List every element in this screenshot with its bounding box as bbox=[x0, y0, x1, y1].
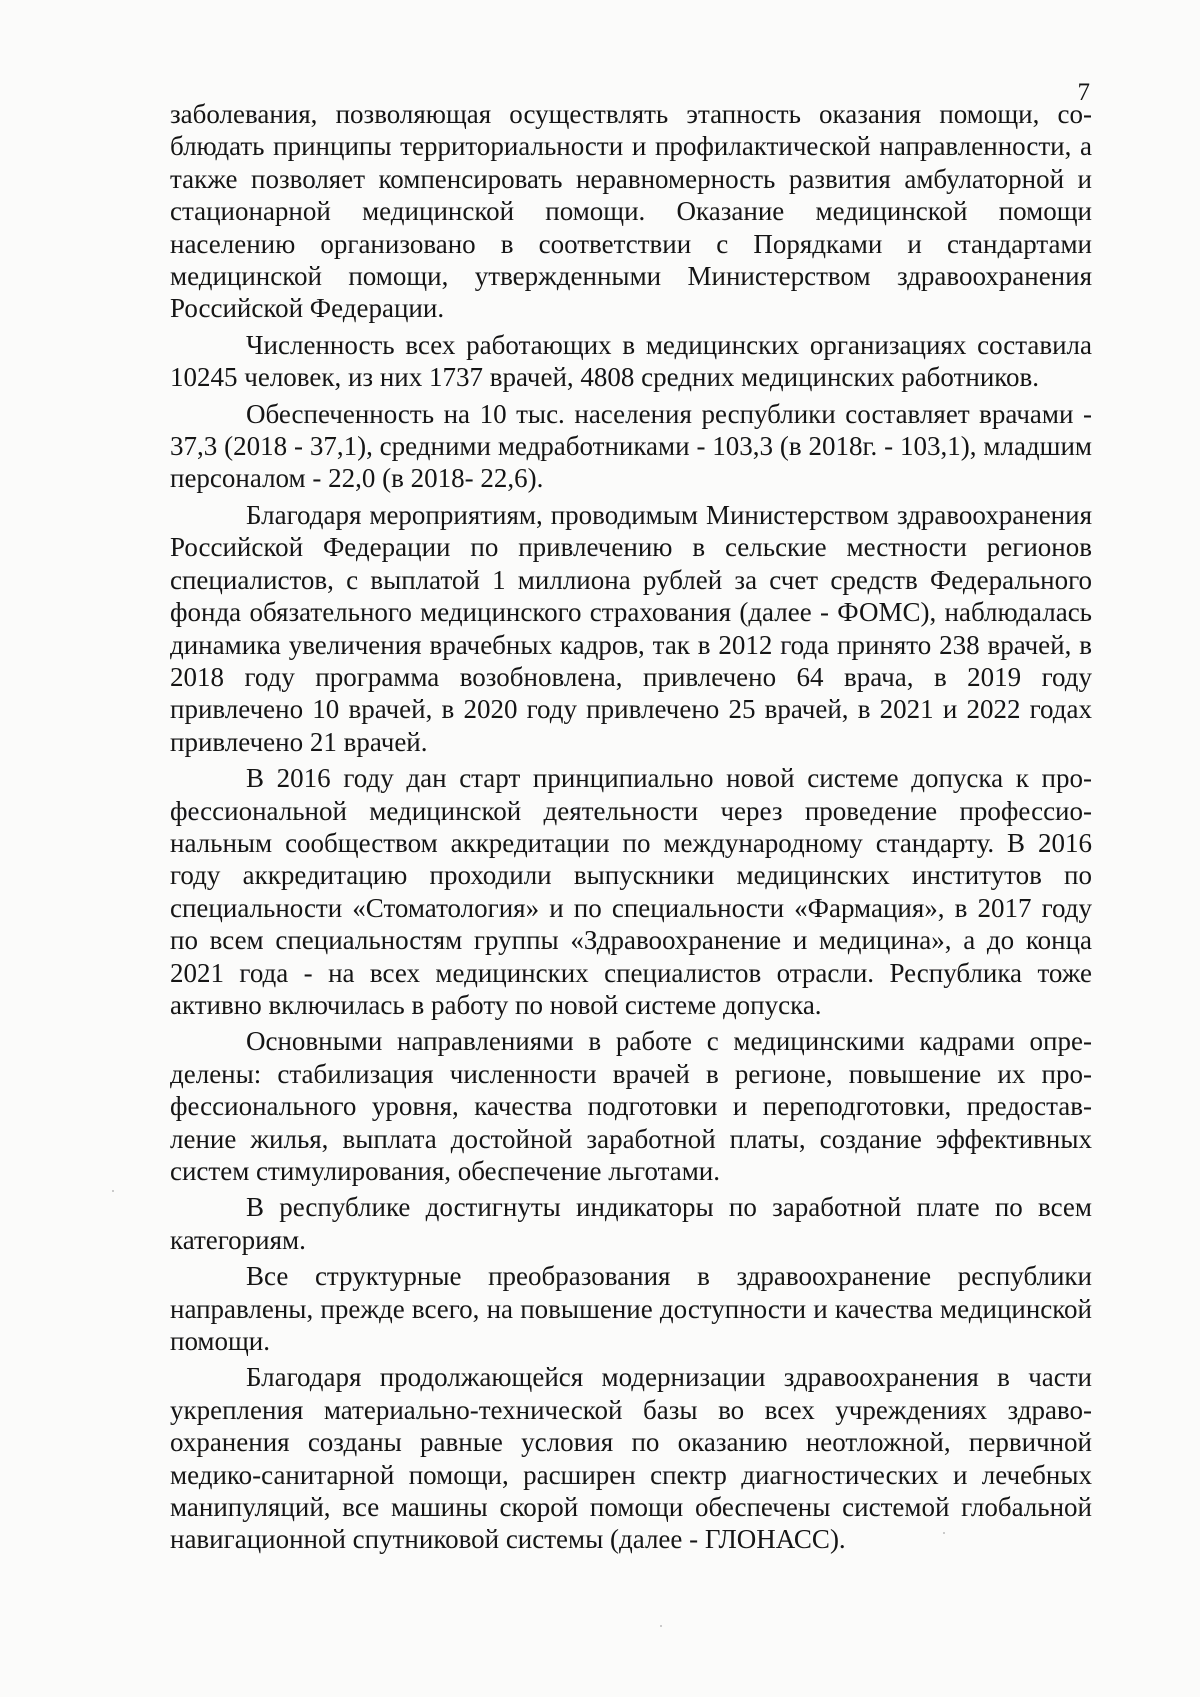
paragraph-continuation: заболевания, позволяющая осуществлять этапность оказания помощи, соблюдать принципы территориальности и профилактической направленности, а также позволяет компенсировать неравномерность развития амбулаторной и стационарной медицинской помощи. Оказание медицинской помощи населению организовано в соответствии с Порядками и стандартами медицинской помощи, утвержденными Министерством здравоохранения Российской Федерации. bbox=[170, 99, 1092, 324]
paragraph-accreditation: В 2016 году дан старт принципиально новой системе допуска к профессиональной медицинской деятельности через проведение профессиональным сообществом аккредитации по международному стандарту. В 2016 году аккредитацию проходили выпускники медицинских институтов по специальности «Стоматология» и по специальности «Фармация», в 2017 году по всем специальностям группы «Здравоохранение и медицина», а до конца 2021 года - на всех медицинских специалистов отрасли. Республика тоже активно включилась в работу по новой системе допуска. bbox=[170, 763, 1092, 1020]
paragraph-staff-count: Численность всех работающих в медицинских организациях составила 10245 человек, из них 1737 врачей, 4808 средних медицинских работников. bbox=[170, 329, 1092, 393]
paragraph-structural-changes: Все структурные преобразования в здравоохранение республики направлены, прежде всего, на повышение доступности и качества медицинской помощи. bbox=[170, 1261, 1092, 1357]
page-number: 7 bbox=[1077, 79, 1090, 106]
document-body bbox=[170, 98, 1092, 1560]
paragraph-rural-doctors: Благодаря мероприятиям, проводимым Министерством здравоохранения Российской Федерации по привлечению в сельские местности регионов специалистов, с выплатой 1 миллиона рублей за счет средств Федерального фонда обязательного медицинского страхования (далее - ФОМС), наблюдалась динамика увеличения врачебных кадров, так в 2012 года принято 238 врачей, в 2018 году программа возобновлена, привлечено 64 врача, в 2019 году привлечено 10 врачей, в 2020 году привлечено 25 врачей, в 2021 и 2022 годах привлечено 21 врачей. bbox=[170, 499, 1092, 757]
scan-speck bbox=[660, 1625, 662, 1627]
scan-speck bbox=[112, 1190, 114, 1192]
paragraph-staffing-priorities: Основными направлениями в работе с медицинскими кадрами определены: стабилизация численности врачей в регионе, повышение их профессионального уровня, качества подготовки и переподготовки, предоставление жилья, выплата достойной заработной платы, создание эффективных систем стимулирования, обеспечение льготами. bbox=[170, 1026, 1092, 1186]
scan-speck bbox=[943, 1532, 945, 1534]
paragraph-staff-ratio: Обеспеченность на 10 тыс. населения республики составляет врачами - 37,3 (2018 - 37,1), средними медработниками - 103,3 (в 2018г. - 103,1), младшим персоналом - 22,0 (в 2018- 22,6). bbox=[170, 398, 1092, 494]
paragraph-salary-indicators: В республике достигнуты индикаторы по заработной плате по всем категориям. bbox=[170, 1192, 1092, 1255]
paragraph-modernization: Благодаря продолжающейся модернизации здравоохранения в части укрепления материально-технической базы во всех учреждениях здравоохранения созданы равные условия по оказанию неотложной, первичной медико-санитарной помощи, расширен спектр диагностических и лечебных манипуляций, все машины скорой помощи обеспечены системой глобальной навигационной спутниковой системы (далее - ГЛОНАСС). bbox=[170, 1362, 1092, 1555]
